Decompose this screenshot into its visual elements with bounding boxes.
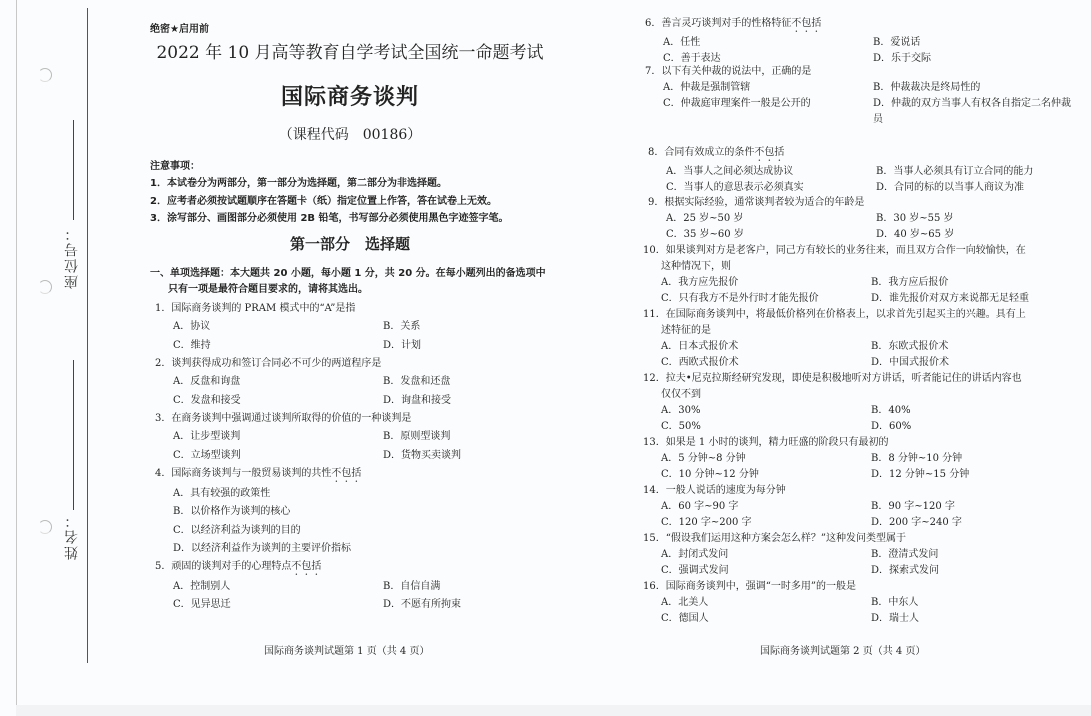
scan-edge-left (16, 0, 17, 705)
question-stem: 13．如果是 1 小时的谈判，精力旺盛的阶段只有最初的 (643, 437, 889, 448)
stem-text: 8．合同有效成立的条件 (648, 147, 755, 158)
option-d: D．60% (871, 420, 912, 432)
stem-text: 4．国际商务谈判与一般贸易谈判的共性 (155, 468, 332, 479)
course-title: 国际商务谈判 (280, 85, 419, 110)
option-c: C．35 岁~60 岁 (666, 228, 744, 240)
option-a: A．北美人 (661, 596, 709, 608)
binding-line (87, 8, 88, 663)
emphasis-text: 不包括 (754, 147, 785, 158)
question-8 (648, 145, 1076, 196)
question-stem: 11．在国际商务谈判中，将最低价格列在价格表上，以求首先引起买主的兴趣。具有上 (643, 309, 1026, 320)
question-stem (155, 558, 593, 578)
question-9 (648, 195, 1076, 243)
punch-hole-icon (38, 520, 52, 534)
question-stem: 16．国际商务谈判中，强调“一时多用”的一般是 (643, 581, 856, 592)
question-stem (648, 145, 1076, 164)
option-d: D．询盘和接受 (383, 394, 452, 406)
note-item: 2．应考者必须按试题顺序在答题卡（纸）指定位置上作答，答在试卷上无效。 (150, 195, 497, 207)
option-c: C．立场型谈判 (173, 449, 241, 461)
question-2 (155, 355, 593, 410)
option-b: B．以价格作为谈判的核心 (173, 506, 291, 518)
question-stem: 7．以下有关仲裁的说法中，正确的是 (645, 66, 812, 77)
option-b: B．仲裁裁决是终局性的 (873, 81, 981, 93)
section-intro-line: 一、单项选择题：本大题共 20 小题，每小题 1 分，共 20 分。在每小题列出的备选项中 (150, 268, 546, 279)
option-d: D．货物买卖谈判 (383, 449, 462, 461)
question-11 (643, 307, 1071, 371)
course-code: （课程代码 00186） (278, 127, 422, 143)
question-13 (643, 435, 1071, 483)
option-a: A．5 分钟~8 分钟 (661, 452, 746, 464)
question-stem: 14．一般人说话的速度为每分钟 (643, 485, 786, 496)
option-b: B．澄清式发问 (871, 548, 939, 560)
punch-hole-icon (38, 68, 52, 82)
option-c: C．强调式发问 (661, 564, 729, 576)
question-stem-cont: 述特征的是 (661, 324, 711, 336)
option-c: C．维持 (173, 339, 211, 351)
option-b: B．中东人 (871, 596, 919, 608)
option-c: C．发盘和接受 (173, 394, 241, 406)
option-c: C．当事人的意思表示必须真实 (666, 181, 804, 193)
question-15 (643, 531, 1071, 579)
option-a: A．让步型谈判 (173, 431, 241, 443)
option-d: D．计划 (383, 339, 422, 351)
option-b: B．原则型谈判 (383, 431, 451, 443)
question-5 (155, 558, 593, 615)
notes-list (150, 175, 509, 228)
question-stem (645, 16, 1073, 35)
note-item: 1．本试卷分为两部分，第一部分为选择题，第二部分为非选择题。 (150, 178, 447, 189)
option-a: A．控制别人 (173, 581, 231, 592)
option-b: B．当事人必须具有订立合同的能力 (876, 166, 1034, 177)
option-a: A．日本式报价术 (661, 340, 739, 352)
note-item: 3．涂写部分、画图部分必须使用 2B 铅笔，书写部分必须使用黑色字迹签字笔。 (150, 213, 509, 224)
question-14 (643, 483, 1071, 531)
stem-text: 6．善言灵巧谈判对手的性格特征 (645, 18, 792, 29)
option-b: B．90 字~120 字 (871, 500, 955, 512)
emphasis-text: 不包括 (331, 468, 362, 479)
question-4 (155, 465, 361, 558)
question-stem: 9．根据实际经验，通常谈判者较为适合的年龄是 (648, 197, 865, 208)
option-c: C．120 字~200 字 (661, 516, 752, 528)
option-a: A．60 字~90 字 (661, 500, 739, 512)
option-d: D．中国式报价术 (871, 356, 950, 368)
option-d: D．乐于交际 (873, 52, 932, 64)
option-b: B．8 分钟~10 分钟 (871, 452, 963, 464)
question-stem: 12．拉夫•尼克拉斯经研究发现，即使是积极地听对方讲话，听者能记住的讲话内容也 (643, 373, 1022, 384)
seat-number-label: 座位号： (64, 225, 80, 289)
option-c: C．以经济利益为谈判的目的 (173, 524, 301, 536)
question-stem: 10．如果谈判对方是老客户，同己方有较长的业务往来，而且双方合作一向较愉快，在 (643, 245, 1026, 256)
option-d: D．仲裁的双方当事人有权各自指定二名仲裁员 (873, 97, 1072, 125)
option-b: B．关系 (383, 321, 421, 333)
notes-title: 注意事项： (150, 161, 200, 172)
option-b: B．我方应后报价 (871, 276, 949, 288)
question-6 (645, 16, 1073, 67)
question-stem-cont: 仅仅不到 (661, 388, 701, 400)
option-c: C．德国人 (661, 612, 709, 624)
section-intro-line: 只有一项是最符合题目要求的，请将其选出。 (168, 284, 368, 295)
page-footer-2: 国际商务谈判试题第 2 页（共 4 页） (760, 646, 926, 657)
option-c: C．只有我方不是外行时才能先报价 (661, 292, 819, 304)
option-d: D．200 字~240 字 (871, 516, 962, 528)
scan-edge-bottom (16, 705, 1091, 716)
emphasis-text: 不包括 (791, 18, 822, 29)
confidential-mark: 绝密★启用前 (150, 24, 209, 35)
option-a: A．当事人之间必须达成协议 (666, 166, 794, 177)
question-stem: 15．“假设我们运用这种方案会怎么样？”这种发问类型属于 (643, 533, 906, 544)
option-b: B．30 岁~55 岁 (876, 212, 954, 224)
option-c: C．仲裁庭审理案件一般是公开的 (663, 97, 811, 109)
question-3 (155, 410, 593, 465)
option-a: A．封闭式发问 (661, 548, 729, 560)
question-stem: 3．在商务谈判中强调通过谈判所取得的价值的一种谈判是 (155, 413, 412, 424)
option-d: D．以经济利益作为谈判的主要评价指标 (173, 542, 352, 554)
option-d: D．合同的标的以当事人商议为准 (876, 181, 1025, 193)
part-title: 第一部分 选择题 (289, 235, 410, 253)
option-c: C．善于表达 (663, 52, 721, 64)
option-c: C．50% (661, 420, 701, 432)
option-a: A．协议 (173, 321, 211, 333)
question-16 (643, 579, 1071, 627)
question-12 (643, 371, 1071, 435)
option-d: D．40 岁~65 岁 (876, 228, 955, 240)
option-b: B．东欧式报价术 (871, 340, 949, 352)
option-a: A．反盘和询盘 (173, 376, 241, 388)
option-a: A．任性 (663, 37, 701, 48)
question-stem (155, 465, 361, 485)
question-7 (645, 64, 1073, 128)
exam-title: 2022 年 10 月高等教育自学考试全国统一命题考试 (156, 43, 544, 63)
question-stem: 1．国际商务谈判的 PRAM 模式中的“A”是指 (155, 303, 356, 314)
option-a: A．30% (661, 404, 701, 416)
name-label: 姓名： (64, 512, 80, 560)
punch-hole-icon (38, 280, 52, 294)
option-a: A．25 岁~50 岁 (666, 212, 744, 224)
option-d: D．12 分钟~15 分钟 (871, 468, 970, 480)
option-d: D．探索式发问 (871, 564, 940, 576)
name-blank[interactable] (73, 360, 74, 510)
emphasis-text: 不包括 (291, 561, 322, 572)
option-b: B．40% (871, 404, 911, 416)
option-d: D．瑞士人 (871, 612, 920, 624)
option-c: C．西欧式报价术 (661, 356, 739, 368)
seat-number-blank[interactable] (73, 120, 74, 220)
section-intro (150, 266, 555, 298)
option-b: B．自信自满 (383, 581, 441, 592)
option-d: D．不愿有所拘束 (383, 599, 462, 611)
stem-text: 5．顽固的谈判对手的心理特点 (155, 561, 292, 572)
option-a: A．我方应先报价 (661, 276, 739, 288)
question-10 (643, 243, 1071, 307)
question-stem: 2．谈判获得成功和签订合同必不可少的两道程序是 (155, 358, 382, 369)
question-1 (155, 300, 593, 355)
option-c: C．10 分钟~12 分钟 (661, 468, 759, 480)
page-footer-1: 国际商务谈判试题第 1 页（共 4 页） (264, 646, 430, 657)
option-a: A．仲裁是强制管辖 (663, 81, 751, 93)
option-d: D．谁先报价对双方来说都无足轻重 (871, 292, 1030, 304)
option-a: A．具有较强的政策性 (173, 488, 271, 499)
option-c: C．见异思迁 (173, 599, 231, 611)
option-b: B．爱说话 (873, 37, 921, 48)
question-stem-cont: 这种情况下，则 (661, 260, 731, 272)
option-b: B．发盘和还盘 (383, 376, 451, 388)
